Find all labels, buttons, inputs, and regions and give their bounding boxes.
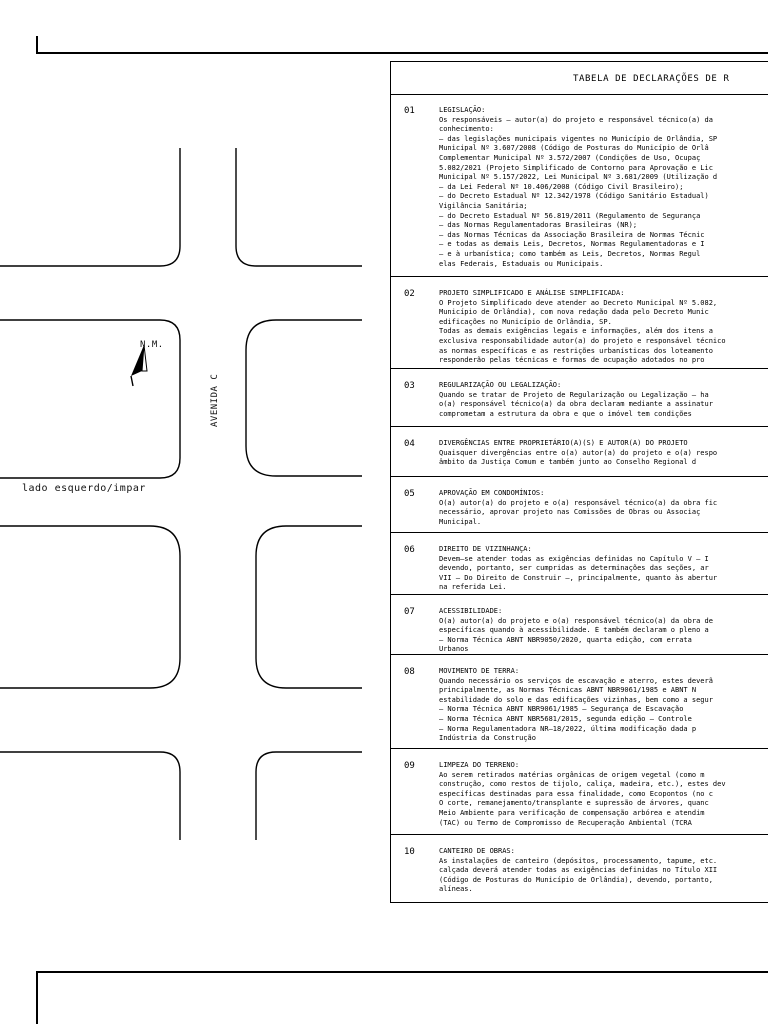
row-title: MOVIMENTO DE TERRA: [439,667,520,675]
row-title: LEGISLAÇÃO: [439,106,486,114]
row-text-line: — e todas as demais Leis, Decretos, Normas Regulamentadoras e I [439,240,705,249]
row-body [439,607,768,655]
north-label: N.M. [140,340,164,350]
side-label: lado esquerdo/impar [22,483,146,494]
row-text-line: principalmente, as Normas Técnicas ABNT NBR9061/1985 e ABNT N [439,686,697,695]
row-text-line: na referida Lei. [439,583,507,592]
row-text-line: — Norma Técnica ABNT NBR9050/2020, quarta edição, com errata [439,635,692,644]
row-text-line: Meio Ambiente para verificação de compensação arbórea e atendim [439,808,705,817]
table-row [391,368,768,427]
frame-top-left-tick [36,36,38,53]
row-text-line: Indústria da Construção [439,734,536,743]
row-text-line: — do Decreto Estadual Nº 56.819/2011 (Regulamento de Segurança [439,211,701,220]
row-number: 07 [404,607,415,617]
row-title: REGULARIZAÇÃO OU LEGALIZAÇÃO: [439,381,562,389]
row-text-line: Quando se tratar de Projeto de Regularização ou Legalização — ha [439,390,709,399]
row-text [439,677,768,744]
row-text [439,449,768,468]
row-number: 09 [404,761,415,771]
table-row [391,532,768,595]
row-text-line: O(a) autor(a) do projeto e o(a) responsável técnico(a) da obra de [439,616,713,625]
row-text-line: Todas as demais exigências legais e informações, além dos itens a [439,327,713,336]
row-text-line: — das Normas Regulamentadoras Brasileiras (NR); [439,221,638,230]
table-row [391,476,768,533]
row-body [439,381,768,419]
row-text [439,555,768,593]
table-row [391,654,768,749]
row-text-line: As instalações de canteiro (depósitos, processamento, tapume, etc. [439,856,718,865]
row-title: APROVAÇÃO EM CONDOMÍNIOS: [439,489,545,497]
row-number: 08 [404,667,415,677]
row-number: 03 [404,381,415,391]
location-map [0,140,370,840]
row-text-line: as normas específicas e as restrições urbanísticas dos loteamento [439,346,713,355]
row-text-line: Ao serem retirados matérias orgânicas de origem vegetal (como m [439,770,705,779]
table-row [391,276,768,369]
row-body [439,106,768,269]
row-text-line: Devem—se atender todas as exigências definidas no Capítulo V — I [439,554,709,563]
row-text-line: O(a) autor(a) do projeto e o(a) responsável técnico(a) da obra fic [439,498,718,507]
row-text-line: (TAC) ou Termo de Compromisso de Recuperação Ambiental (TCRA [439,818,692,827]
row-body [439,847,768,895]
north-arrow-icon [131,345,147,386]
row-number: 10 [404,847,415,857]
row-number: 04 [404,439,415,449]
row-title: DIVERGÊNCIAS ENTRE PROPRIETÁRIO(A)(S) E AUTOR(A) DO PROJETO [439,439,688,447]
row-body [439,439,768,468]
row-text-line: elas Federais, Estaduais ou Municipais. [439,259,604,268]
row-body [439,289,768,366]
row-text-line: específicas destinadas para essa finalidade, como Ecopontos (no c [439,789,713,798]
row-text-line: Quaisquer divergências entre o(a) autor(a) do projeto e o(a) respo [439,448,718,457]
row-text-line: — das legislações municipais vigentes no Município de Orlândia, SP [439,134,718,143]
row-title: CANTEIRO DE OBRAS: [439,847,515,855]
block-bottom-left [0,752,180,840]
row-text-line: construção, como restos de tijolo, caliça, madeira, etc.), estes dev [439,780,726,789]
row-text-line: específicas quando à acessibilidade. É também declaram o pleno a [439,626,709,635]
row-text-line: responderão pelas técnicas e formas de ocupação adotados no pro [439,356,705,365]
row-body [439,545,768,593]
row-text-line: estabilidade do solo e das edificações vizinhas, bem como a segur [439,695,713,704]
row-text [439,771,768,829]
row-text [439,116,768,270]
frame-bottom-left-tick [36,971,38,1024]
table-row [391,594,768,655]
row-text-line: VII — Do Direito de Construir —, principalmente, quanto às abertur [439,573,718,582]
row-body [439,489,768,527]
table-row [391,94,768,276]
row-text-line: Municipal. [439,517,482,526]
row-body [439,761,768,828]
block-top-left [0,148,180,266]
frame-top-line [36,52,768,54]
row-text [439,617,768,655]
row-text-line: — e à urbanística; como também as Leis, Decretos, Normas Regul [439,249,701,258]
declarations-table [390,61,768,903]
row-text-line: Municipal Nº 3.607/2008 (Código de Posturas do Município de Orlâ [439,144,709,153]
row-text-line: calçada deverá atender todas as exigências definidas no Título XII [439,866,718,875]
row-title: DIREITO DE VIZINHANÇA: [439,545,532,553]
row-text-line: edificações no Município de Orlândia, SP. [439,317,612,326]
row-text [439,391,768,420]
row-title: PROJETO SIMPLIFICADO E ANÁLISE SIMPLIFICADA: [439,289,625,297]
row-text-line: exclusiva responsabilidade autor(a) do projeto e responsável técnico [439,336,726,345]
row-text-line: — Norma Regulamentadora NR—18/2022, última modificação dada p [439,724,697,733]
row-text-line: Municipal Nº 5.157/2022, Lei Municipal Nº 3.681/2009 (Utilização d [439,173,718,182]
row-text-line: o(a) responsável técnico(a) da obra declaram mediante a assinatur [439,400,713,409]
row-text-line: comprometam a estrutura da obra e que o imóvel tem condições [439,409,692,418]
table-row [391,748,768,835]
row-text-line: devendo, portanto, ser cumpridas as determinações das seções, ar [439,564,709,573]
row-text-line: — da Lei Federal Nº 10.406/2008 (Código Civil Brasileiro); [439,182,684,191]
row-text-line: O corte, remanejamento/transplante e supressão de árvores, quanc [439,799,709,808]
block-bottom-right [256,752,362,840]
row-text-line: (Código de Posturas do Município de Orlândia), devendo, portanto, [439,875,713,884]
row-number: 06 [404,545,415,555]
table-row [391,426,768,477]
row-title: ACESSIBILIDADE: [439,607,503,615]
row-text-line: Vigilância Sanitária; [439,201,528,210]
table-title: TABELA DE DECLARAÇÕES DE R [573,74,730,84]
row-text-line: Complementar Municipal Nº 3.572/2007 (Condições de Uso, Ocupaç [439,153,701,162]
row-text-line: Município de Orlândia), com nova redação dada pelo Decreto Munic [439,308,709,317]
row-text-line: — do Decreto Estadual Nº 12.342/1978 (Código Sanitário Estadual) [439,192,709,201]
row-title: LIMPEZA DO TERRENO: [439,761,520,769]
row-text-line: 5.082/2021 (Projeto Simplificado de Contorno para Aprovação e Lic [439,163,713,172]
row-text [439,857,768,895]
row-text-line: Urbanos [439,645,469,654]
row-number: 02 [404,289,415,299]
row-text-line: conhecimento: [439,125,494,134]
row-text-line: âmbito da Justiça Comum e também junto ao Conselho Regional d [439,458,697,467]
row-number: 05 [404,489,415,499]
block-lower-left [0,526,180,688]
row-text [439,499,768,528]
row-text-line: — Norma Técnica ABNT NBR5681/2015, segunda edição — Controle [439,714,692,723]
row-body [439,667,768,744]
block-lower-right [256,526,362,688]
frame-bottom-line [36,971,768,973]
row-text-line: Os responsáveis — autor(a) do projeto e responsável técnico(a) da [439,115,713,124]
table-header [391,62,768,95]
block-top-right [236,148,362,266]
row-text-line: — Norma Técnica ABNT NBR9061/1985 — Segurança de Escavação [439,705,684,714]
avenue-label: AVENIDA C [210,373,220,427]
row-text-line: — das Normas Técnicas da Associação Brasileira de Normas Técnic [439,230,705,239]
row-number: 01 [404,106,415,116]
block-middle-right [246,320,362,476]
table-row [391,834,768,903]
row-text-line: alíneas. [439,885,473,894]
row-text-line: O Projeto Simplificado deve atender ao Decreto Municipal Nº 5.082, [439,298,718,307]
row-text-line: necessário, aprovar projeto nas Comissões de Obras ou Associaç [439,508,701,517]
row-text-line: Quando necessário os serviços de escavação e aterro, estes deverã [439,676,713,685]
row-text [439,299,768,366]
